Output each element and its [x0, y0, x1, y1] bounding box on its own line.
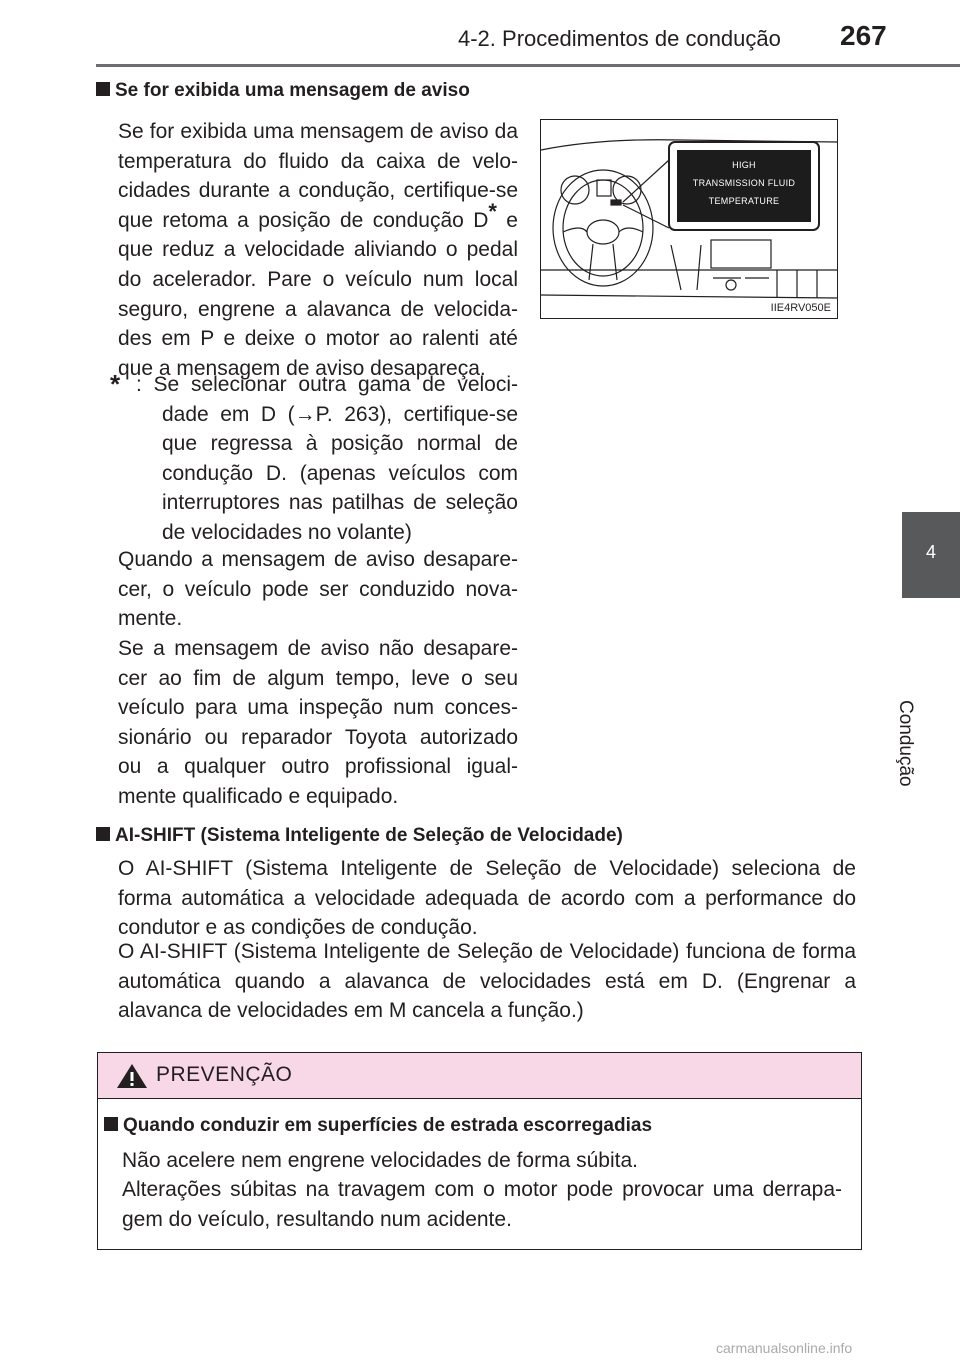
caution-box	[97, 1052, 862, 1250]
aishift-paragraph-1: O AI-SHIFT (Sistema Inteligente de Seleção de Velocidade) seleciona de forma automática a velocidade adequada de acordo com a performance do condutor e as condições de condução.	[118, 857, 856, 940]
caution-title: PREVENÇÃO	[156, 1063, 293, 1086]
warning-triangle-icon	[116, 1063, 148, 1089]
asterisk-mark: *	[488, 198, 497, 224]
header-rule	[96, 64, 960, 67]
display-text-line-2: TRANSMISSION FLUID	[692, 178, 796, 188]
page-number: 267	[840, 20, 887, 51]
bullet-square-icon	[96, 827, 110, 841]
bullet-square-icon	[96, 82, 110, 96]
display-text-line-1: HIGH	[732, 160, 756, 170]
chapter-tab	[902, 512, 960, 598]
warning-paragraph-3: Se a mensagem de aviso não desapare-cer ao fim de algum tempo, leve o seu veículo para uma inspeção num conces-sionário ou reparador Toyota autorizado ou a qualquer outro profissional igual-mente qualificado e equipado.	[118, 637, 518, 808]
display-text-line-3: TEMPERATURE	[708, 196, 780, 206]
chapter-label-wrap	[895, 600, 960, 787]
bullet-square-icon	[104, 1117, 118, 1131]
warning-paragraph-1	[118, 117, 518, 383]
caution-line-2: Alterações súbitas na travagem com o motor pode provocar uma derrapa-gem do veículo, resultando num acidente.	[122, 1178, 842, 1231]
caution-header	[98, 1053, 861, 1099]
chapter-number: 4	[925, 542, 936, 562]
footer-watermark: carmanualsonline.info	[716, 1340, 853, 1356]
caution-heading	[104, 1115, 652, 1137]
aishift-heading-text: AI-SHIFT (Sistema Inteligente de Seleção de Velocidade)	[115, 825, 623, 846]
footnote-text: : Se selecionar outra gama de veloci-dade em D (→P. 263), certifique-se que regressa à posição normal de condução D. (apenas veículos com interruptores nas patilhas de seleção de velocidades no volante)	[136, 373, 518, 544]
warning-paragraph-1-end: e que reduz a velocidade aliviando o pedal do acelerador. Pare o veículo num local seguro, engrene a alavanca de velocida-des em P e deixe o motor ao ralenti até que a mensagem de aviso desapareça.	[118, 208, 518, 380]
dashboard-drawing	[541, 120, 837, 318]
warning-paragraph-1-text: Se for exibida uma mensagem de aviso da temperatura do fluido da caixa de velo-cidades durante a condução, certifique-se que retoma a posição de condução D	[118, 120, 518, 232]
warning-paragraph-2: Quando a mensagem de aviso desapare-cer, o veículo pode ser conduzido nova-mente.	[118, 548, 518, 631]
caution-heading-text: Quando conduzir em superfícies de estrada escorregadias	[123, 1115, 653, 1136]
running-header-section: 4-2. Procedimentos de condução	[458, 26, 781, 51]
aishift-section-heading	[96, 825, 623, 847]
dashboard-illustration	[540, 119, 838, 319]
aishift-paragraph-2: O AI-SHIFT (Sistema Inteligente de Seleção de Velocidade) funciona de forma automática quando a alavanca de velocidades está em D. (Engrenar a alavanca de velocidades em M cancela a função.)	[118, 940, 856, 1023]
footnote-mark: *	[110, 369, 121, 399]
chapter-label: Condução	[895, 700, 916, 787]
caution-line-1: Não acelere nem engrene velocidades de forma súbita.	[122, 1149, 638, 1172]
figure-code: IIE4RV050E	[770, 302, 831, 314]
warning-heading-text: Se for exibida uma mensagem de aviso	[115, 80, 470, 101]
warning-section-heading	[96, 80, 470, 102]
